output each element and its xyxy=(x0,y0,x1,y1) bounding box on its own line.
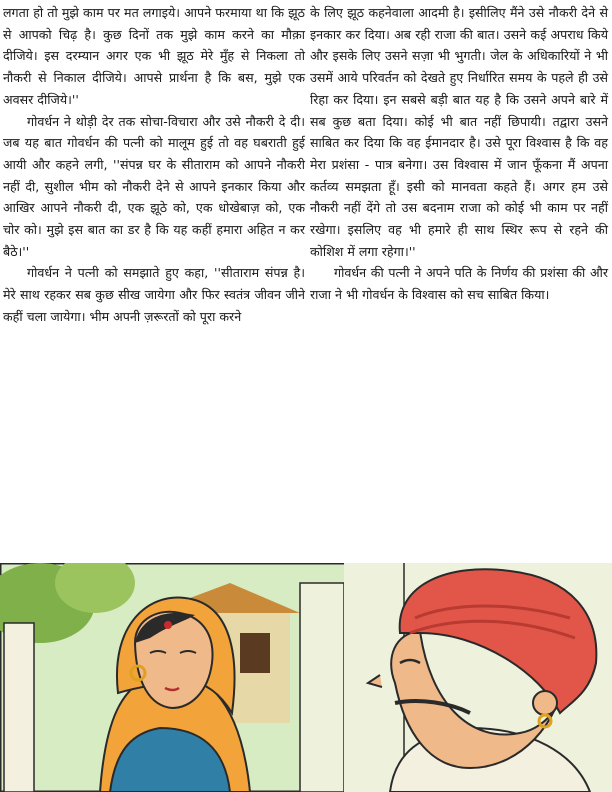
paragraph: के लिए झूठ कहनेवाला आदमी है। इसीलिए मैंने उसे नौकरी देने से इनकार कर दिया। अब रही राजा की बात। उसने कई अपराध किये और इसके लिए उसने सज़ा भी भुगती। जेल के अधिकारियों ने भी उसमें आये परिवर्तन को देखते हुए निर्धारित समय के पहले ही उसे रिहा कर दिया। इन सबसे बड़ी बात यह है कि उसने अपने बारे में सब कुछ बता दिया। कोई भी बात नहीं छिपायी। तद्वारा उसने साबित कर दिया कि वह ईमानदार है। उसे पूरा विश्वास है कि वह मेरा प्रशंसा - पात्र बनेगा। उस विश्वास में जान फूँकना मैं अपना कर्तव्य समझता हूँ। इसी को मानवता कहते हैं। अगर हम उसे नौकरी नहीं देंगे तो उस बदनाम राजा को कोई भी काम पर नहीं रखेगा। इसलिए वह भी हमारे ही साथ स्थिर रूप से रहने की कोशिश में लगा रहेगा।'' xyxy=(310,5,608,259)
house-window xyxy=(240,633,270,673)
story-illustration xyxy=(0,563,612,792)
right-column xyxy=(310,2,608,306)
man-ear xyxy=(533,691,557,715)
paragraph: गोवर्धन ने थोड़ी देर तक सोचा-विचारा और उसे नौकरी दे दी। जब यह बात गोवर्धन की पत्नी को मालूम हुई तो वह घबराती हुई आयी और कहने लगी, ''संपन्न घर के सीताराम को आपने नौकरी नहीं दी, सुशील भीम को नौकरी देने से आपने इनकार किया और आखिर आपने नौकरी दी, एक झूठे को, एक धोखेबाज़ को, एक चोर को। मुझे इस बात का डर है कि यह कहीं हमारा अहित न कर बैठे।'' xyxy=(3,113,305,259)
paragraph: गोवर्धन ने पत्नी को समझाते हुए कहा, ''सीताराम संपन्न है। मेरे साथ रहकर सब कुछ सीख जायेगा और फिर स्वतंत्र जीवन जीने कहीं चला जायेगा। भीम अपनी ज़रूरतों को पूरा करने xyxy=(3,265,305,324)
pillar xyxy=(4,623,34,792)
woman-bindi xyxy=(164,621,172,629)
left-column xyxy=(3,2,305,328)
illustration-art xyxy=(0,563,612,792)
paragraph: लगता हो तो मुझे काम पर मत लगाइये। आपने फरमाया था कि झूठ से आपको चिढ़ है। कुछ दिनों तक मुझे काम करने का मौक़ा दीजिये। इस दरम्यान अगर एक भी झूठ मेरे मुँह से निकला तो नौकरी से निकाल दीजिये। आपसे प्रार्थना है कि बस, मुझे एक अवसर दीजिये।'' xyxy=(3,5,305,107)
pillar xyxy=(300,583,344,792)
paragraph: गोवर्धन की पत्नी ने अपने पति के निर्णय की प्रशंसा की और राजा ने भी गोवर्धन के विश्वास को सच साबित किया। xyxy=(310,265,608,303)
